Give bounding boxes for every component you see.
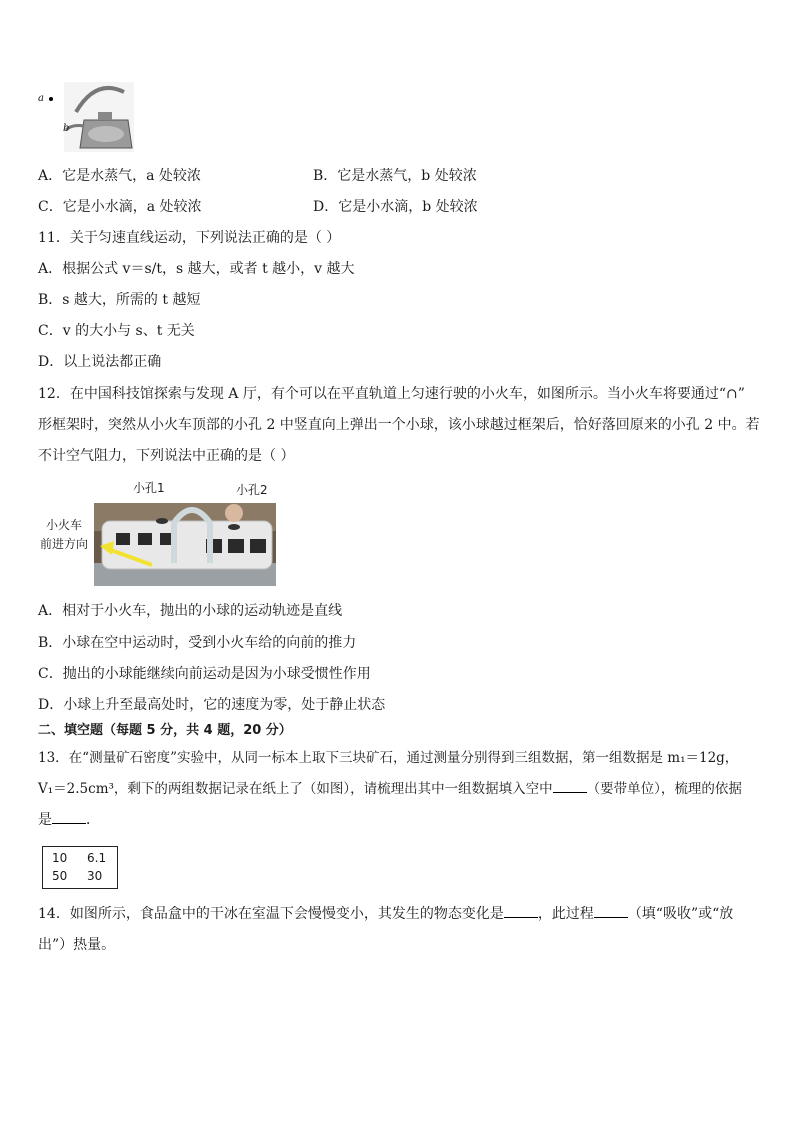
q10-option-a: A．它是水蒸气，a 处较浓	[38, 168, 201, 184]
q10-option-d: D．它是小水滴，b 处较浓	[313, 199, 478, 215]
q14-line2: 出”）热量。	[38, 937, 116, 953]
point-a-marker	[49, 97, 53, 101]
q13-line3-a: 是	[38, 812, 52, 828]
q11-option-d: D．以上说法都正确	[38, 354, 162, 370]
q13-line2	[38, 780, 742, 798]
table-cell: 30	[87, 869, 103, 883]
direction-line2: 前进方向	[40, 537, 89, 551]
q14-line1-a: 14．如图所示，食品盒中的干冰在室温下会慢慢变小，其发生的物态变化是	[38, 906, 504, 922]
figure-label-hole1: 小孔1	[133, 481, 165, 495]
kettle-figure	[36, 82, 136, 152]
q10-option-b: B．它是水蒸气，b 处较浓	[313, 168, 477, 184]
table-cell: 50	[52, 869, 68, 883]
q12-option-b: B．小球在空中运动时，受到小火车给的向前的推力	[38, 635, 357, 651]
figure-label-b: b	[63, 123, 70, 134]
q13-blank-1[interactable]	[553, 780, 587, 793]
q13-line1: 13．在“测量矿石密度”实验中，从同一标本上取下三块矿石，通过测量分别得到三组数据，第一组数据是 m₁＝12g，	[38, 750, 739, 766]
figure-label-direction	[40, 516, 88, 554]
q13-line3-b: ．	[86, 812, 100, 828]
q11-option-a: A．根据公式 v＝s/t，s 越大，或者 t 越小，v 越大	[38, 261, 355, 277]
figure-label-a: a	[38, 93, 44, 104]
table-cell: 6.1	[87, 851, 107, 865]
q13-line2-a: V₁＝2.5cm³，剩下的两组数据记录在纸上了（如图），请梳理出其中一组数据填入空中	[38, 781, 553, 797]
q12-stem-line1: 12．在中国科技馆探索与发现 A 厅，有个可以在平直轨道上匀速行驶的小火车，如图所示。当小火车将要通过“∩”	[38, 386, 745, 402]
direction-line1: 小火车	[46, 518, 83, 532]
q13-line3	[38, 811, 100, 829]
q14-line1-b: ，此过程	[537, 906, 594, 922]
figure-label-hole2: 小孔2	[236, 483, 268, 497]
table-cell: 10	[52, 851, 68, 865]
q12-stem-line3: 不计空气阻力，下列说法中正确的是（ ）	[38, 448, 295, 464]
section-title-fill-in: 二、填空题（每题 5 分，共 4 题，20 分）	[38, 723, 292, 738]
q11-option-b: B．s 越大，所需的 t 越短	[38, 292, 201, 308]
q14-blank-2[interactable]	[594, 905, 628, 918]
q13-line2-b: （要带单位），梳理的依据	[586, 781, 742, 797]
q11-stem: 11．关于匀速直线运动，下列说法正确的是（ ）	[38, 230, 341, 246]
q14-line1-c: （填“吸收”或“放	[627, 906, 734, 922]
q13-blank-2[interactable]	[52, 811, 86, 824]
q13-data-table	[42, 846, 118, 889]
q12-option-d: D．小球上升至最高处时，它的速度为零，处于静止状态	[38, 697, 386, 713]
q12-stem-line2: 形框架时，突然从小火车顶部的小孔 2 中竖直向上弹出一个小球，该小球越过框架后，恰好落回原来的小孔 2 中。若	[38, 417, 760, 433]
q14-blank-1[interactable]	[504, 905, 538, 918]
q10-option-c: C．它是小水滴，a 处较浓	[38, 199, 202, 215]
q14-line1	[38, 905, 733, 923]
train-photo	[94, 503, 276, 586]
q12-option-a: A．相对于小火车，抛出的小球的运动轨迹是直线	[38, 603, 343, 619]
q12-option-c: C．抛出的小球能继续向前运动是因为小球受惯性作用	[38, 666, 371, 682]
q11-option-c: C．v 的大小与 s、t 无关	[38, 323, 195, 339]
